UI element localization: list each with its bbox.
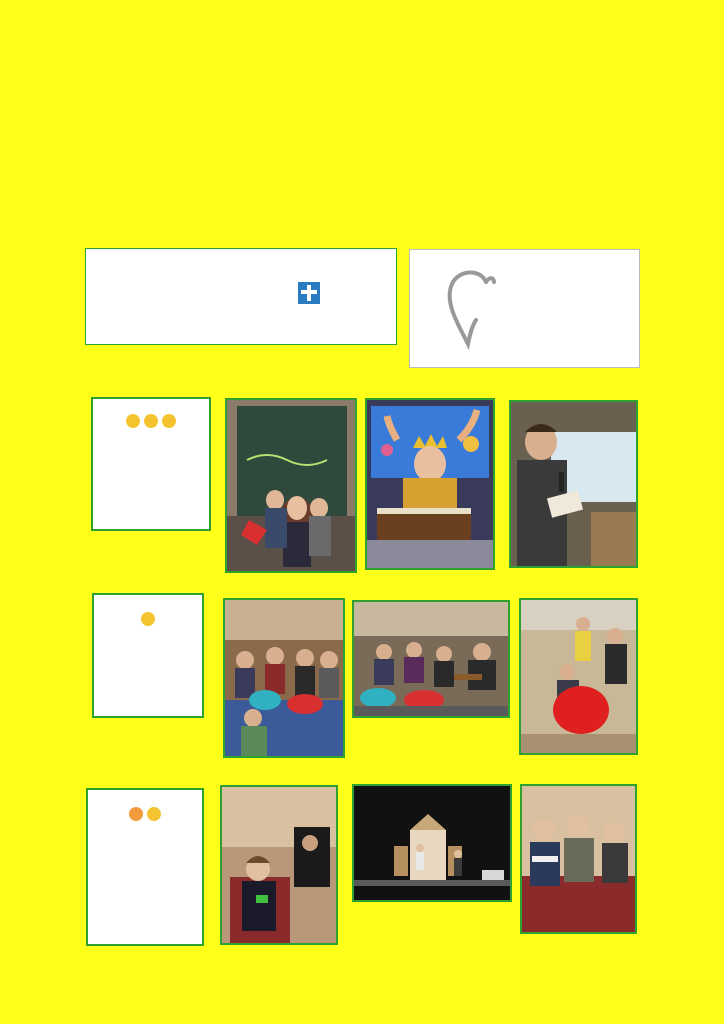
photo-theatre-stage [352, 784, 512, 902]
photo-crown-cake [365, 398, 495, 570]
tree-border-left [22, 0, 70, 1024]
photo-theatre-audience-2 [520, 784, 637, 934]
heart-icon [440, 264, 496, 350]
party-face-icon [126, 414, 140, 428]
party-face-icon [162, 414, 176, 428]
tree-border-bottom [0, 954, 724, 1002]
section-rehearsal-textbox [92, 593, 204, 718]
photo-chalkboard-kids [225, 398, 357, 573]
section-birthday-textbox [91, 397, 211, 531]
tree-border-top [0, 22, 724, 70]
photo-theatre-audience-1 [220, 785, 338, 945]
section-theatre-textbox [86, 788, 204, 946]
photo-rehearsal-3 [519, 598, 638, 755]
photo-boy-microphone [509, 400, 638, 568]
school-logo [85, 248, 397, 345]
photo-rehearsal-1 [223, 598, 345, 758]
hug-face-icon [129, 807, 143, 821]
smiling-face-icon [147, 807, 161, 821]
photo-rehearsal-2 [352, 600, 510, 718]
heart-logo [409, 249, 640, 368]
party-face-icon [144, 414, 158, 428]
smiling-face-icon [141, 612, 155, 626]
diakonie-cross-icon [298, 282, 320, 304]
tree-border-right [660, 0, 708, 1024]
